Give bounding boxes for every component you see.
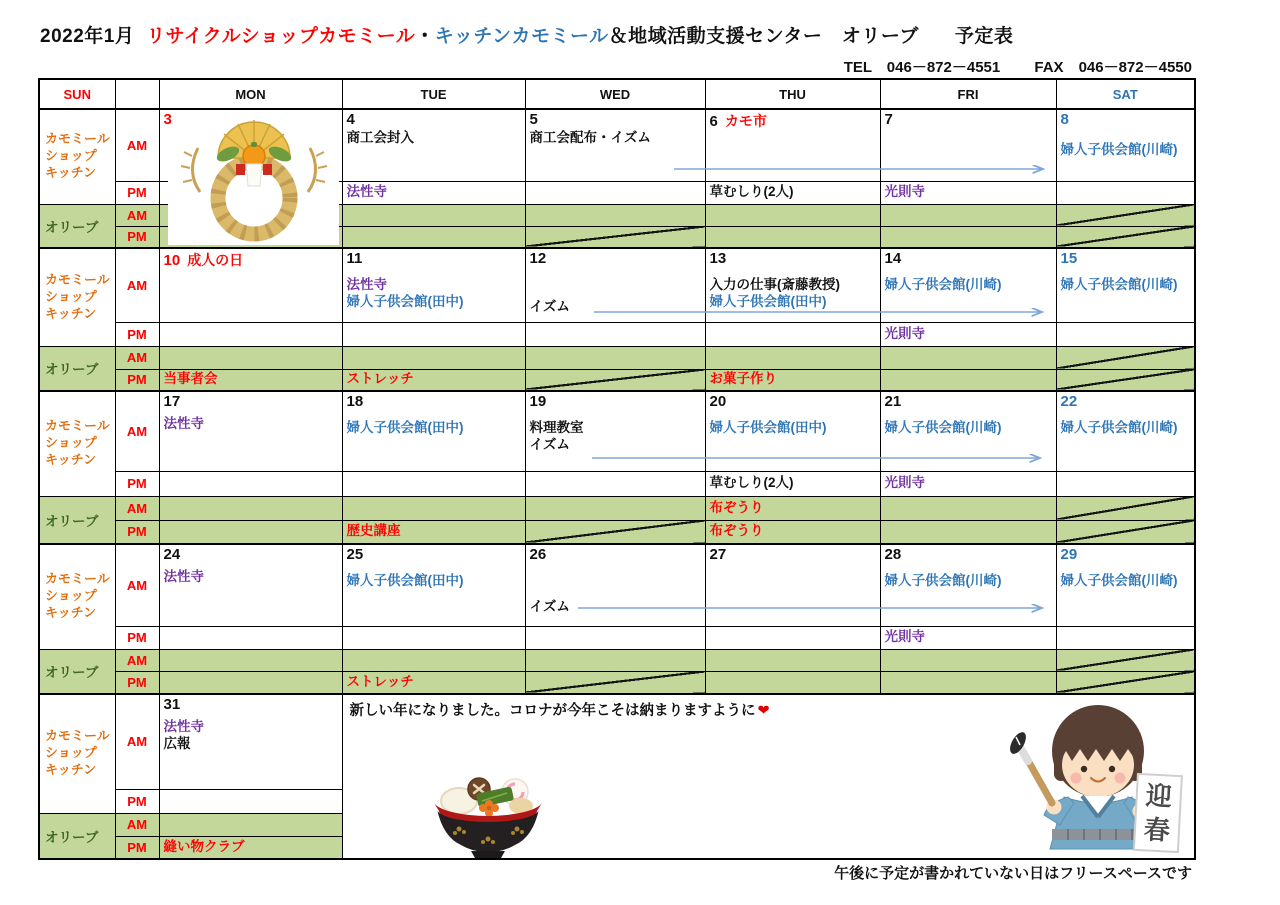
pm-cell-tue xyxy=(342,626,525,649)
day-cell-sat xyxy=(1056,544,1195,626)
schedule-entry: ストレッチ xyxy=(346,673,414,689)
pm-cell-sat xyxy=(1056,322,1195,346)
pm-cell-tue xyxy=(342,471,525,496)
ampm-label-pm: PM xyxy=(115,322,159,346)
day-number: 3 xyxy=(163,111,172,128)
pm-cell-wed xyxy=(525,181,705,204)
calligraphy-boy-icon xyxy=(948,699,1188,855)
day-cell-thu xyxy=(705,248,880,322)
olive-am-cell-tue xyxy=(342,204,525,226)
schedule-entry: 草むしり(2人) xyxy=(709,475,794,491)
new-year-message-area xyxy=(343,695,1195,858)
olive-pm-cell-thu xyxy=(705,226,880,248)
olive-pm-cell-sat xyxy=(1056,369,1195,391)
ampm-label-pm: PM xyxy=(115,181,159,204)
schedule-entry: 婦人子供会館(川崎) xyxy=(884,420,1002,435)
olive-pm-cell-wed xyxy=(525,520,705,544)
pm-cell-thu xyxy=(705,181,880,204)
title-kitchen-shop: キッチンカモミール xyxy=(434,26,609,47)
day-number: 28 xyxy=(884,546,902,563)
pm-cell-wed xyxy=(525,471,705,496)
olive-am-cell-fri xyxy=(880,204,1056,226)
day-cell-mon xyxy=(159,391,342,471)
calendar-row xyxy=(39,649,1195,671)
day-cell-sat xyxy=(1056,109,1195,181)
schedule-entry: 婦人子供会館(川崎) xyxy=(1060,142,1178,157)
header-day-THU: THU xyxy=(705,79,880,109)
schedule-entry: 布ぞうり xyxy=(709,523,764,539)
ampm-label-am: AM xyxy=(115,813,159,836)
olive-pm-cell-mon xyxy=(159,836,342,859)
header-day-blank xyxy=(115,79,159,109)
ampm-label-am: AM xyxy=(115,109,159,181)
schedule-entry: 婦人子供会館(田中) xyxy=(346,573,464,588)
pm-cell-mon xyxy=(159,471,342,496)
pm-cell-thu xyxy=(705,322,880,346)
shop-label-line: カモミール xyxy=(45,571,110,587)
contact-fax: FAX 046－872－4550 xyxy=(1034,59,1192,76)
olive-am-cell-sat xyxy=(1056,346,1195,369)
olive-am-cell-wed xyxy=(525,346,705,369)
olive-pm-cell-wed xyxy=(525,226,705,248)
day-cell-thu xyxy=(705,109,880,181)
calendar-row xyxy=(39,520,1195,544)
schedule-entry: 光則寺 xyxy=(884,629,925,645)
shop-label-line: キッチン xyxy=(45,762,97,778)
schedule-entry: 入力の仕事(斎藤教授) xyxy=(709,277,840,292)
calendar-row xyxy=(39,391,1195,471)
ampm-label-pm: PM xyxy=(115,836,159,859)
olive-am-cell-wed xyxy=(525,204,705,226)
header-day-SUN: SUN xyxy=(39,79,115,109)
calendar-row xyxy=(39,471,1195,496)
calendar-row xyxy=(39,694,1195,789)
olive-am-cell-thu xyxy=(705,649,880,671)
olive-pm-cell-tue xyxy=(342,520,525,544)
schedule-entry: イズム xyxy=(529,299,570,314)
olive-pm-cell-thu xyxy=(705,671,880,694)
ampm-label-pm: PM xyxy=(115,369,159,391)
title-center: ＆地域活動支援センター オリーブ xyxy=(608,26,919,47)
olive-am-cell-mon xyxy=(159,649,342,671)
calendar-row xyxy=(39,544,1195,626)
schedule-entry: 婦人子供会館(川崎) xyxy=(1060,277,1178,292)
olive-pm-cell-tue xyxy=(342,226,525,248)
shop-label-line: キッチン xyxy=(45,452,97,468)
ampm-label-pm: PM xyxy=(115,520,159,544)
olive-pm-cell-wed xyxy=(525,671,705,694)
olive-pm-cell-sat xyxy=(1056,671,1195,694)
day-number: 24 xyxy=(163,546,181,563)
shop-label-line: ショップ xyxy=(45,435,97,451)
olive-am-cell-mon xyxy=(159,813,342,836)
shop-label-line: ショップ xyxy=(45,288,97,304)
title-year-month: 2022年1月 xyxy=(40,26,135,47)
olive-am-cell-tue xyxy=(342,346,525,369)
day-number: 27 xyxy=(709,546,727,563)
day-cell-fri xyxy=(880,391,1056,471)
day-number: 5 xyxy=(529,111,538,128)
day-number: 7 xyxy=(884,111,893,128)
olive-am-cell-fri xyxy=(880,496,1056,520)
olive-am-cell-tue xyxy=(342,649,525,671)
schedule-entry: イズム xyxy=(529,436,570,452)
week-label-olive: オリーブ xyxy=(39,649,115,694)
shop-label-line: カモミール xyxy=(45,271,110,287)
week-label-shop xyxy=(39,109,115,204)
header-day-TUE: TUE xyxy=(342,79,525,109)
ampm-label-am: AM xyxy=(115,248,159,322)
olive-am-cell-sat xyxy=(1056,496,1195,520)
calendar-row xyxy=(39,322,1195,346)
title-separator: ・ xyxy=(415,26,435,47)
olive-am-cell-wed xyxy=(525,496,705,520)
olive-pm-cell-mon xyxy=(159,671,342,694)
olive-pm-cell-tue xyxy=(342,671,525,694)
schedule-entry: 法性寺 xyxy=(163,416,204,431)
day-cell-wed xyxy=(525,544,705,626)
schedule-entry: 婦人子供会館(川崎) xyxy=(884,277,1002,292)
ampm-label-am: AM xyxy=(115,694,159,789)
day-number: 20 xyxy=(709,393,727,410)
pm-cell-sat xyxy=(1056,181,1195,204)
schedule-entry: 婦人子供会館(川崎) xyxy=(1060,573,1178,588)
greeting-paper xyxy=(1133,774,1181,852)
schedule-entry: 婦人子供会館(田中) xyxy=(346,293,464,309)
schedule-entry: 草むしり(2人) xyxy=(709,184,794,200)
pm-cell-fri xyxy=(880,322,1056,346)
olive-am-cell-thu xyxy=(705,346,880,369)
day-number: 4 xyxy=(346,111,355,128)
olive-pm-cell-fri xyxy=(880,671,1056,694)
day-cell-mon xyxy=(159,694,342,789)
day-number: 29 xyxy=(1060,546,1078,563)
calendar-row xyxy=(39,671,1195,694)
olive-pm-cell-tue xyxy=(342,369,525,391)
schedule-entry: ストレッチ xyxy=(346,371,414,387)
ampm-label-am: AM xyxy=(115,649,159,671)
ampm-label-am: AM xyxy=(115,544,159,626)
calendar-row xyxy=(39,346,1195,369)
schedule-entry: 当事者会 xyxy=(163,371,218,387)
heart-icon: ❤ xyxy=(757,703,770,719)
day-cell-fri xyxy=(880,544,1056,626)
olive-am-cell-sat xyxy=(1056,649,1195,671)
day-number: 22 xyxy=(1060,393,1078,410)
schedule-entry: 法性寺 xyxy=(163,569,204,584)
olive-am-cell-wed xyxy=(525,649,705,671)
week-label-olive: オリーブ xyxy=(39,813,115,859)
day-note: 成人の日 xyxy=(187,252,244,268)
schedule-entry: 商工会封入 xyxy=(346,130,414,145)
olive-am-cell-tue xyxy=(342,496,525,520)
olive-am-cell-mon xyxy=(159,346,342,369)
day-cell-mon xyxy=(159,544,342,626)
schedule-entry: 婦人子供会館(川崎) xyxy=(1060,420,1178,435)
title-doc-type: 予定表 xyxy=(954,26,1014,47)
calendar-wrapper xyxy=(38,78,1196,862)
week-label-shop xyxy=(39,694,115,813)
schedule-entry: 光則寺 xyxy=(884,475,925,491)
day-number: 31 xyxy=(163,696,181,713)
shop-label-line: ショップ xyxy=(45,588,97,604)
week-label-olive: オリーブ xyxy=(39,204,115,248)
new-year-wreath-illustration xyxy=(168,112,339,245)
calendar-row xyxy=(39,496,1195,520)
day-cell-tue xyxy=(342,544,525,626)
day-cell-sat xyxy=(1056,391,1195,471)
pm-cell-tue xyxy=(342,322,525,346)
calendar-row xyxy=(39,626,1195,649)
day-number: 18 xyxy=(346,393,364,410)
day-number: 10 xyxy=(163,252,181,269)
day-note: カモ市 xyxy=(724,113,767,129)
wreath-icon xyxy=(168,112,339,245)
day-number: 11 xyxy=(346,250,363,267)
day-number: 13 xyxy=(709,250,727,267)
day-cell-tue xyxy=(342,391,525,471)
schedule-entry: 光則寺 xyxy=(884,325,925,341)
pm-cell-wed xyxy=(525,322,705,346)
day-number: 12 xyxy=(529,250,547,267)
zoni-bowl-icon xyxy=(427,775,549,859)
day-number: 14 xyxy=(884,250,902,267)
schedule-entry: 商工会配布・イズム xyxy=(529,130,651,145)
day-number: 15 xyxy=(1060,250,1078,267)
olive-am-cell-thu xyxy=(705,496,880,520)
greeting-kanji-2: 春 xyxy=(1142,814,1171,846)
day-number: 26 xyxy=(529,546,547,563)
pm-cell-mon xyxy=(159,626,342,649)
schedule-entry: 婦人子供会館(田中) xyxy=(709,293,827,309)
pm-cell-thu xyxy=(705,626,880,649)
day-cell-mon xyxy=(159,248,342,322)
calendar-row xyxy=(39,248,1195,322)
day-cell-thu xyxy=(705,391,880,471)
shop-label-line: カモミール xyxy=(45,728,110,744)
day-cell-tue xyxy=(342,248,525,322)
pm-cell-fri xyxy=(880,181,1056,204)
schedule-entry: 広報 xyxy=(163,735,191,751)
ampm-label-pm: PM xyxy=(115,671,159,694)
ampm-label-pm: PM xyxy=(115,471,159,496)
page-title xyxy=(40,21,1013,48)
olive-pm-cell-thu xyxy=(705,369,880,391)
olive-pm-cell-mon xyxy=(159,369,342,391)
week-label-shop xyxy=(39,391,115,496)
header-day-SAT: SAT xyxy=(1056,79,1195,109)
schedule-entry: 婦人子供会館(川崎) xyxy=(884,573,1002,588)
ampm-label-pm: PM xyxy=(115,626,159,649)
week-label-shop xyxy=(39,248,115,346)
olive-am-cell-fri xyxy=(880,649,1056,671)
header-day-FRI: FRI xyxy=(880,79,1056,109)
header-day-MON: MON xyxy=(159,79,342,109)
day-cell-fri xyxy=(880,248,1056,322)
pm-cell-tue xyxy=(342,181,525,204)
olive-am-cell-mon xyxy=(159,496,342,520)
shop-label-line: キッチン xyxy=(45,605,97,621)
day-number: 17 xyxy=(163,393,181,410)
ampm-label-am: AM xyxy=(115,496,159,520)
shop-label-line: カモミール xyxy=(45,418,110,434)
ampm-label-pm: PM xyxy=(115,226,159,248)
ampm-label-am: AM xyxy=(115,346,159,369)
footer-note: 午後に予定が書かれていない日はフリースペースです xyxy=(834,865,1192,882)
pm-cell-fri xyxy=(880,626,1056,649)
schedule-entry: 婦人子供会館(田中) xyxy=(346,420,464,435)
pm-cell-thu xyxy=(705,471,880,496)
schedule-entry: 歴史講座 xyxy=(346,523,401,539)
day-cell-wed xyxy=(525,391,705,471)
day-cell-wed xyxy=(525,248,705,322)
pm-cell-mon xyxy=(159,322,342,346)
new-year-message-cell xyxy=(342,694,1195,859)
schedule-entry: 婦人子供会館(田中) xyxy=(709,420,827,435)
day-number: 21 xyxy=(884,393,902,410)
pm-cell-wed xyxy=(525,626,705,649)
day-cell-sat xyxy=(1056,248,1195,322)
olive-pm-cell-thu xyxy=(705,520,880,544)
day-cell-thu xyxy=(705,544,880,626)
shop-label-line: ショップ xyxy=(45,745,97,761)
day-cell-tue xyxy=(342,109,525,181)
week-label-shop xyxy=(39,544,115,649)
calendar-row xyxy=(39,369,1195,391)
schedule-entry: 布ぞうり xyxy=(709,499,764,515)
week-label-olive: オリーブ xyxy=(39,496,115,544)
olive-pm-cell-sat xyxy=(1056,520,1195,544)
schedule-entry: 法性寺 xyxy=(163,719,204,734)
olive-pm-cell-wed xyxy=(525,369,705,391)
calendar-row xyxy=(39,79,1195,109)
pm-cell-sat xyxy=(1056,626,1195,649)
olive-pm-cell-fri xyxy=(880,226,1056,248)
day-number: 8 xyxy=(1060,111,1069,128)
header-day-WED: WED xyxy=(525,79,705,109)
day-number: 19 xyxy=(529,393,547,410)
shop-label-line: ショップ xyxy=(45,148,97,164)
day-cell-wed xyxy=(525,109,705,181)
greeting-kanji-1: 迎 xyxy=(1144,780,1173,812)
olive-pm-cell-fri xyxy=(880,520,1056,544)
shop-label-line: カモミール xyxy=(45,131,110,147)
pm-cell-fri xyxy=(880,471,1056,496)
schedule-entry: 光則寺 xyxy=(884,184,925,200)
schedule-entry: イズム xyxy=(529,599,570,614)
schedule-entry: 法性寺 xyxy=(346,184,387,200)
olive-pm-cell-fri xyxy=(880,369,1056,391)
title-recycle-shop: リサイクルショップカモミール xyxy=(146,26,416,47)
shop-label-line: キッチン xyxy=(45,165,97,181)
schedule-entry: 縫い物クラブ xyxy=(163,838,245,854)
day-cell-fri xyxy=(880,109,1056,181)
contact-tel: TEL 046－872－4551 xyxy=(843,59,1001,76)
contact-line xyxy=(844,56,1192,77)
message-text: 新しい年になりました。コロナが今年こそは納まりますように xyxy=(349,703,756,719)
ampm-label-am: AM xyxy=(115,204,159,226)
schedule-entry: お菓子作り xyxy=(709,371,777,387)
schedule-entry: 料理教室 xyxy=(529,420,584,435)
olive-am-cell-fri xyxy=(880,346,1056,369)
shop-label-line: キッチン xyxy=(45,305,97,321)
day-number: 25 xyxy=(346,546,364,563)
olive-am-cell-thu xyxy=(705,204,880,226)
olive-pm-cell-mon xyxy=(159,520,342,544)
day-number: 6 xyxy=(709,113,718,130)
week-label-olive: オリーブ xyxy=(39,346,115,391)
ampm-label-am: AM xyxy=(115,391,159,471)
schedule-entry: 法性寺 xyxy=(346,277,387,292)
olive-am-cell-sat xyxy=(1056,204,1195,226)
olive-pm-cell-sat xyxy=(1056,226,1195,248)
ampm-label-pm: PM xyxy=(115,789,159,813)
pm-cell-sat xyxy=(1056,471,1195,496)
pm-cell-mon xyxy=(159,789,342,813)
